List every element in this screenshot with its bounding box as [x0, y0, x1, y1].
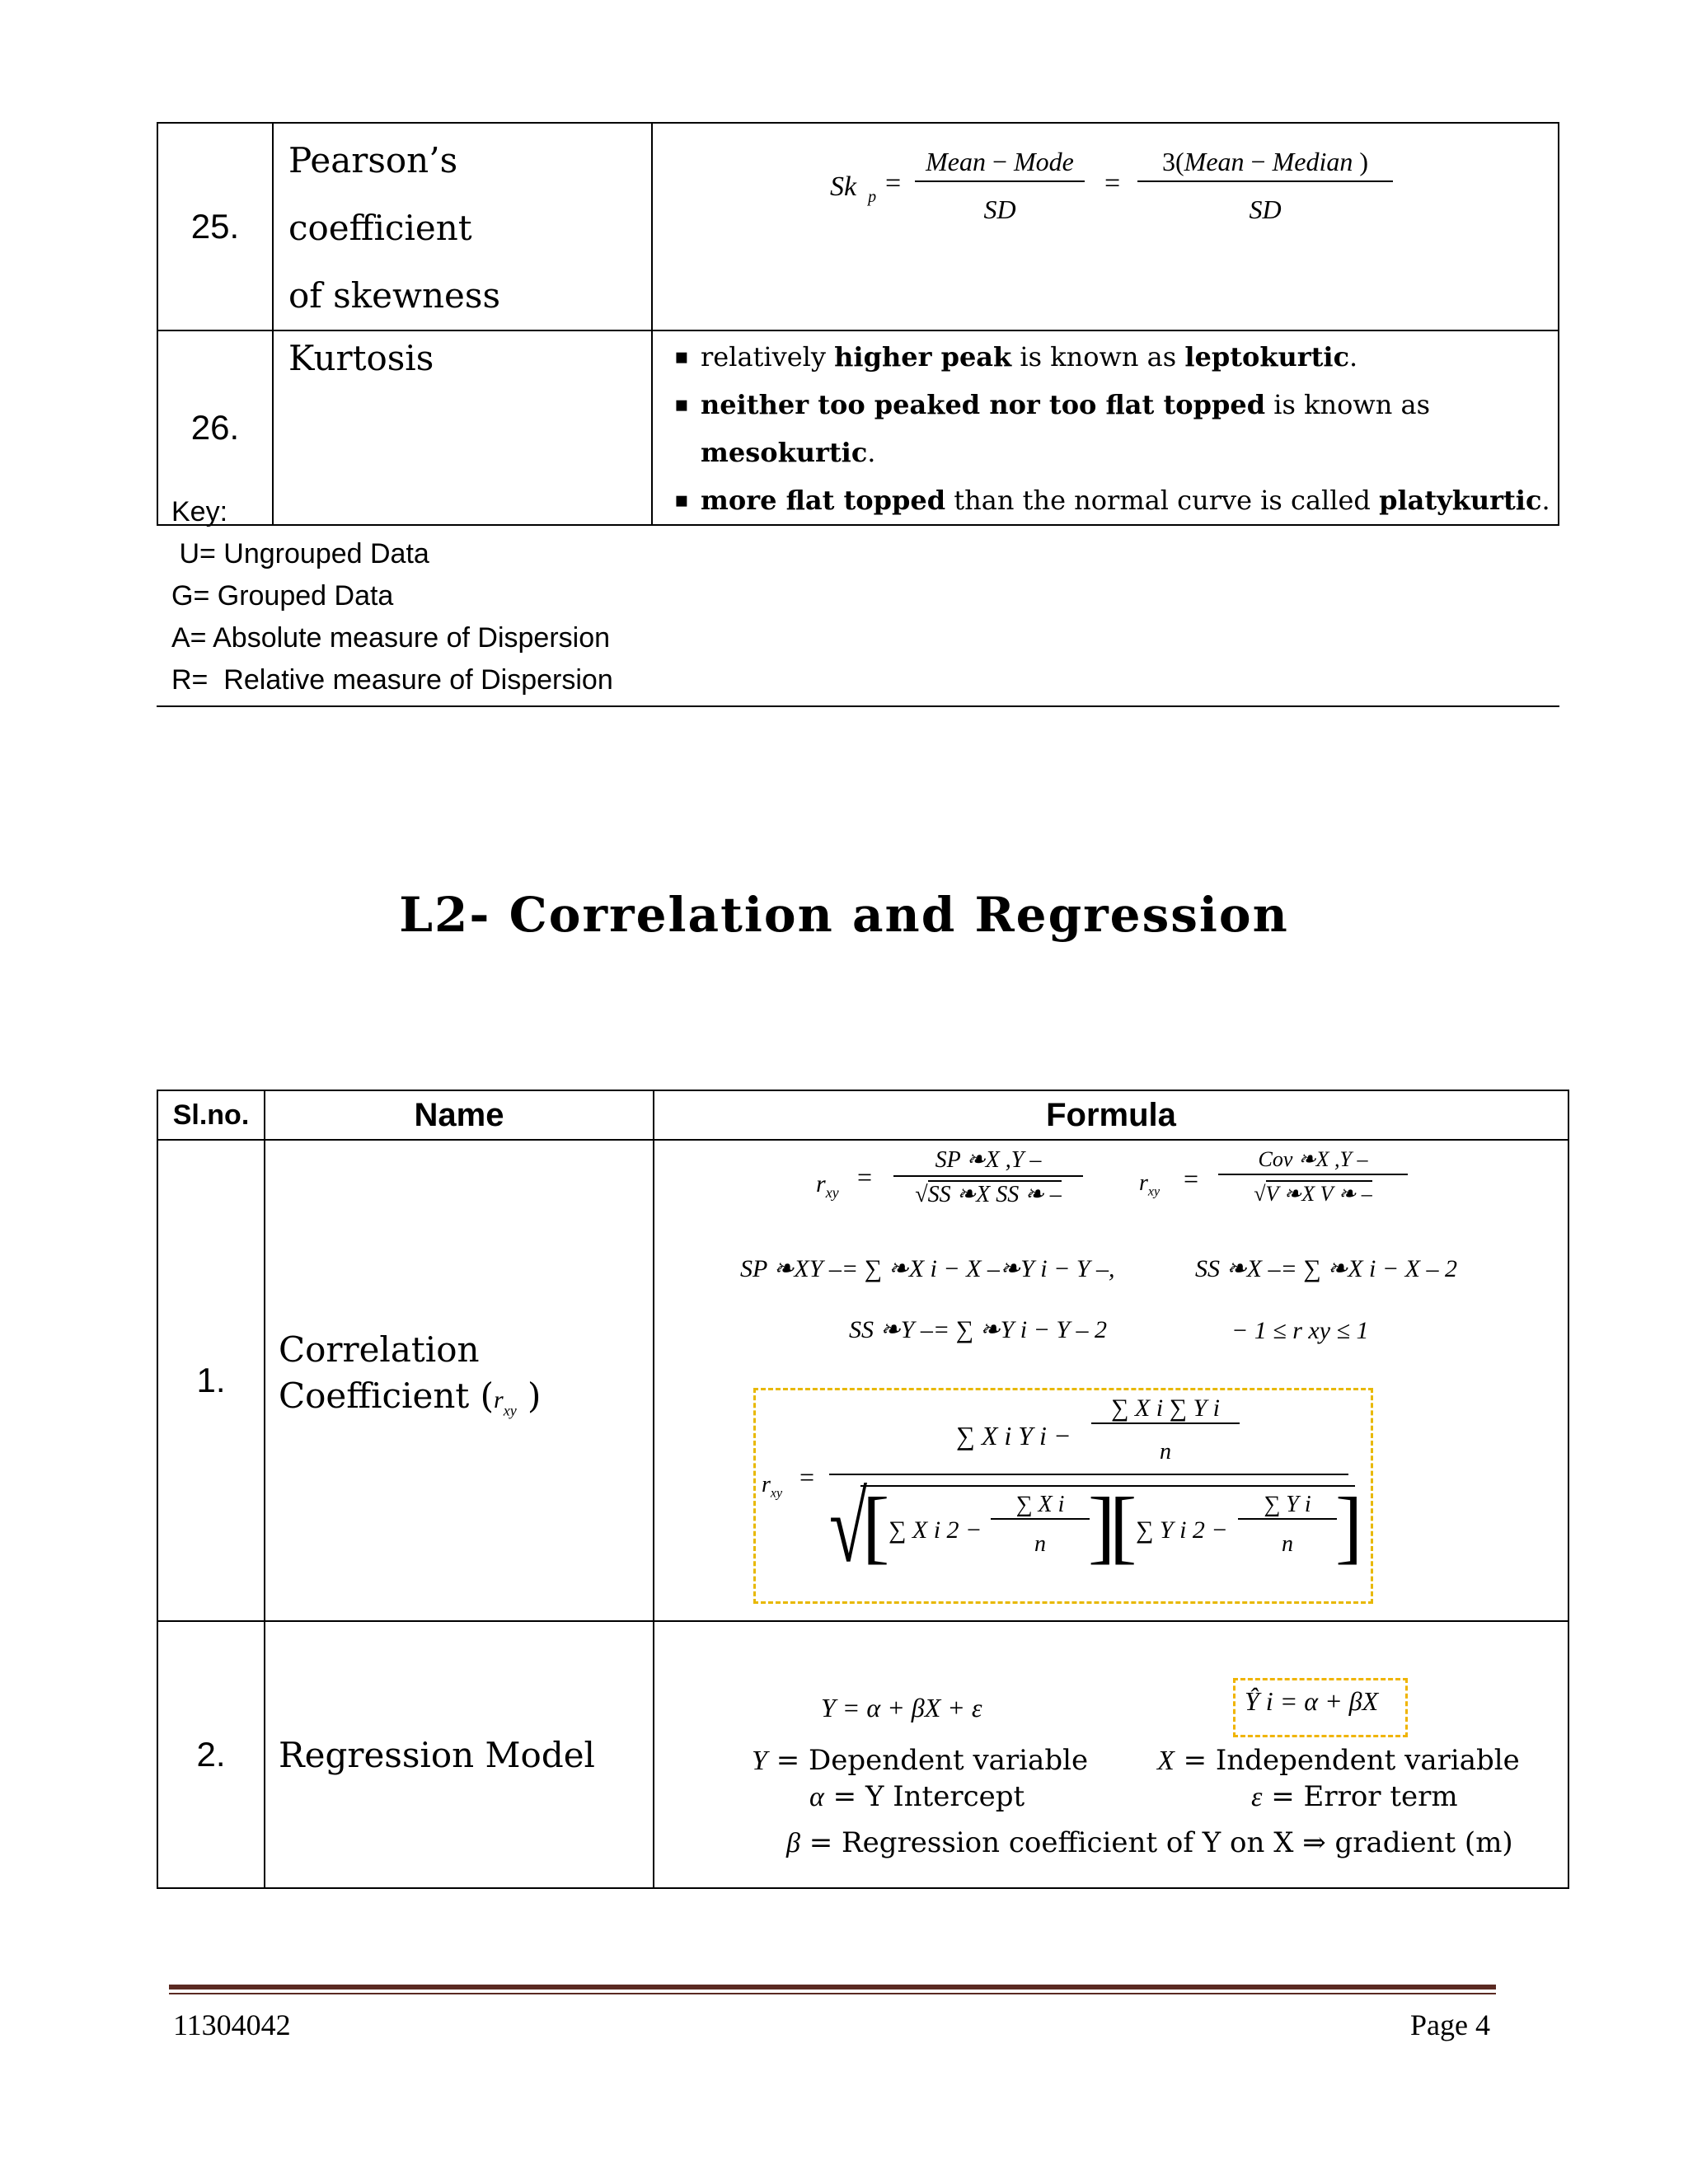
page-number: Page 4 — [1410, 2008, 1490, 2041]
key-line: R= Relative measure of Dispersion — [171, 664, 613, 696]
correlation-regression-table — [157, 1090, 1569, 1889]
header-formula: Formula — [654, 1090, 1568, 1140]
footer-doc-id: 11304042 — [173, 2008, 291, 2041]
footer-rule — [169, 1985, 1496, 1990]
row-number: 2. — [157, 1621, 265, 1888]
row-name: Regression Model — [265, 1621, 654, 1888]
header-name: Name — [265, 1090, 654, 1140]
bullet-leptokurtic: ▪ relatively higher peak is known as leptokurtic. — [653, 333, 1558, 381]
header-slno: Sl.no. — [157, 1090, 265, 1140]
row-name: Correlation Coefficient ($r_{xy}$ ) — [265, 1140, 654, 1621]
key-divider — [157, 705, 1559, 707]
key-line: A= Absolute measure of Dispersion — [171, 622, 611, 654]
bullet-mesokurtic: ▪ neither too peaked nor too flat topped is known as mesokurtic. — [653, 381, 1558, 476]
pearson-skewness-formula: Sk $_p$ = Mean − Mode SD = 3(Mean − Median ) SD — [652, 123, 1559, 330]
key-legend — [171, 491, 613, 701]
section-title: L2- Correlation and Regression — [399, 887, 1289, 943]
row-number: 1. — [157, 1140, 265, 1621]
row-number: 25. — [157, 123, 273, 330]
row-name: Pearson’s coefficient of skewness — [273, 123, 652, 330]
correlation-formulas: $r_{xy}$ = SP ❧X ,Y – √SS ❧X SS ❧ – $r_{xy}$ = Cov ❧X ,Y – √V ❧X V ❧ – SP ❧XY –= ∑ ❧X i − X –❧Y i − Y –, SS ❧X –= ∑ ❧X i − X – 2 SS ❧Y –= ∑ ❧Y i − Y – 2 − 1 ≤ r xy ≤ 1 $r_{xy}$ = ∑ X i Y i − ∑ X i ∑ Y i n √ [ ∑ X i 2 − ∑ X i n ] [ ∑ Y i 2 − ∑ Y i n ] — [654, 1140, 1568, 1621]
key-line: U= Ungrouped Data — [171, 538, 429, 569]
bullet-platykurtic: ▪ more flat topped than the normal curve is called platykurtic. — [653, 476, 1558, 524]
key-title: Key: — [171, 496, 228, 527]
footer-rule-thin — [169, 1993, 1496, 1994]
key-line: G= Grouped Data — [171, 580, 394, 612]
row-name: Kurtosis — [273, 330, 652, 525]
skewness-kurtosis-table — [157, 122, 1559, 526]
regression-model-formulas: Y = α + βX + ε Ŷ i = α + βX Y = Dependent variable X = Independent variable α = Y Intercept ε = Error term β = Regression coefficient of Y on X ⇒ gradient (m) — [654, 1621, 1568, 1888]
kurtosis-description — [652, 330, 1559, 525]
row-number: 26. — [157, 330, 273, 525]
